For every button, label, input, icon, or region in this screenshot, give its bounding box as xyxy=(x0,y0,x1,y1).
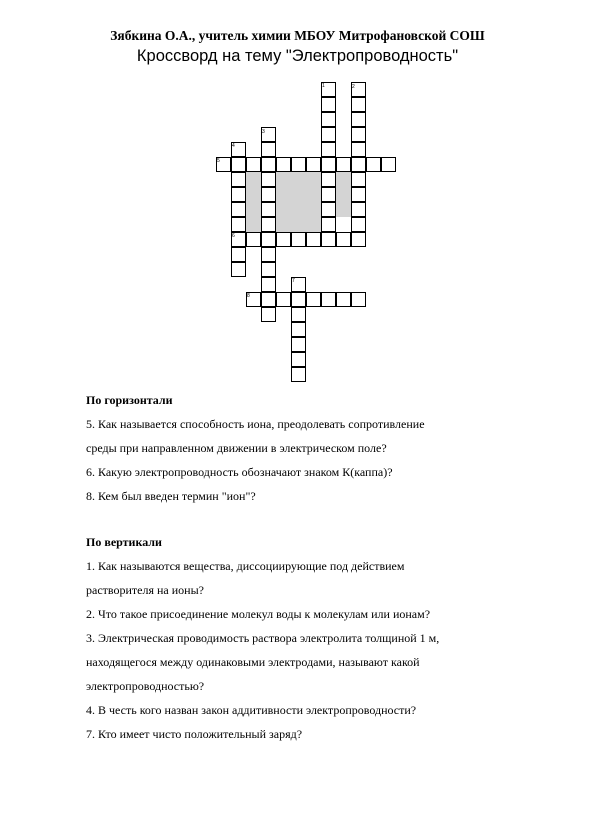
clue-line: 5. Как называется способность иона, преодолевать сопротивление xyxy=(86,417,425,431)
clue-number-2: 2 xyxy=(352,84,355,90)
crossword-cell xyxy=(306,292,321,307)
clue-number-3: 3 xyxy=(262,129,265,135)
clue-line: 7. Кто имеет чисто положительный заряд? xyxy=(86,727,303,741)
page-title: Кроссворд на тему "Электропроводность" xyxy=(136,47,459,65)
crossword-cell xyxy=(246,232,261,247)
crossword-cell xyxy=(321,187,336,202)
crossword-cell xyxy=(261,202,276,217)
crossword-cell xyxy=(306,157,321,172)
clue-line: 2. Что такое присоединение молекул воды к молекулам или ионам? xyxy=(86,607,431,621)
clue-number-7: 7 xyxy=(292,278,295,284)
crossword-cell xyxy=(261,307,276,322)
clue-line: среды при направленном движении в электрическом поле? xyxy=(86,441,387,455)
crossword-cell xyxy=(231,157,246,172)
crossword-cell xyxy=(336,292,351,307)
crossword-cell xyxy=(351,202,366,217)
crossword-cell xyxy=(306,232,321,247)
clue-line: 4. В честь кого назван закон аддитивности электропроводности? xyxy=(86,703,417,717)
clue-number-4: 4 xyxy=(232,143,235,149)
clue-number-6: 6 xyxy=(232,233,235,239)
clue-line: 6. Какую электропроводность обозначают знаком К(каппа)? xyxy=(86,465,393,479)
crossword-cell xyxy=(321,292,336,307)
crossword-cell xyxy=(351,187,366,202)
crossword-cell xyxy=(246,157,261,172)
crossword-cell xyxy=(336,157,351,172)
crossword-cell xyxy=(261,157,276,172)
crossword-cell xyxy=(321,232,336,247)
crossword-cell xyxy=(351,97,366,112)
crossword-cell xyxy=(291,352,306,367)
crossword-cell xyxy=(351,172,366,187)
horizontal-heading: По горизонтали xyxy=(86,393,173,407)
crossword-cell xyxy=(291,367,306,382)
crossword-cell xyxy=(321,112,336,127)
crossword-cell xyxy=(321,127,336,142)
crossword-cell xyxy=(231,172,246,187)
vertical-heading: По вертикали xyxy=(86,535,162,549)
crossword-cell xyxy=(276,157,291,172)
crossword-cell xyxy=(261,217,276,232)
crossword-cell xyxy=(351,112,366,127)
crossword-cell xyxy=(231,247,246,262)
clue-line: электропроводностью? xyxy=(86,679,205,693)
crossword-cell xyxy=(291,292,306,307)
crossword-cell xyxy=(261,232,276,247)
crossword-cell xyxy=(291,307,306,322)
crossword-cell xyxy=(276,292,291,307)
crossword-cell xyxy=(366,157,381,172)
crossword-cell xyxy=(261,277,276,292)
crossword-cell xyxy=(351,157,366,172)
crossword-cell xyxy=(321,202,336,217)
crossword-cell xyxy=(261,142,276,157)
clue-line: 8. Кем был введен термин "ион"? xyxy=(86,489,256,503)
crossword-cell xyxy=(321,217,336,232)
shaded-block xyxy=(276,172,321,232)
crossword-cell xyxy=(261,187,276,202)
author-line: Зябкина О.А., учитель химии МБОУ Митрофановской СОШ xyxy=(110,28,485,43)
clue-line: 1. Как называются вещества, диссоциирующие под действием xyxy=(86,559,405,573)
clues-section xyxy=(86,388,556,746)
crossword-cell xyxy=(351,217,366,232)
shaded-block xyxy=(246,172,261,232)
crossword-cell xyxy=(381,157,396,172)
crossword-cell xyxy=(291,232,306,247)
crossword-cell xyxy=(321,172,336,187)
crossword-cell xyxy=(261,292,276,307)
crossword-cell xyxy=(291,157,306,172)
shaded-block xyxy=(336,172,351,217)
clue-number-1: 1 xyxy=(322,83,325,89)
clue-line: 3. Электрическая проводимость раствора электролита толщиной 1 м, xyxy=(86,631,440,645)
crossword-cell xyxy=(231,217,246,232)
clue-line: растворителя на ионы? xyxy=(86,583,204,597)
crossword-cell xyxy=(231,262,246,277)
crossword-cell xyxy=(351,292,366,307)
crossword-cell xyxy=(351,127,366,142)
crossword-cell xyxy=(261,262,276,277)
crossword-cell xyxy=(261,247,276,262)
crossword-cell xyxy=(261,172,276,187)
crossword-cell xyxy=(336,232,351,247)
clue-number-5: 5 xyxy=(217,158,220,164)
crossword-cell xyxy=(231,187,246,202)
crossword-cell xyxy=(321,142,336,157)
crossword-cell xyxy=(276,232,291,247)
crossword-cell xyxy=(231,202,246,217)
clue-number-8: 8 xyxy=(247,293,250,299)
crossword-cell xyxy=(351,142,366,157)
crossword-cell xyxy=(291,322,306,337)
crossword-cell xyxy=(321,97,336,112)
crossword-cell xyxy=(321,157,336,172)
clue-line: находящегося между одинаковыми электродами, называют какой xyxy=(86,655,420,669)
crossword-cell xyxy=(291,337,306,352)
crossword-cell xyxy=(351,232,366,247)
